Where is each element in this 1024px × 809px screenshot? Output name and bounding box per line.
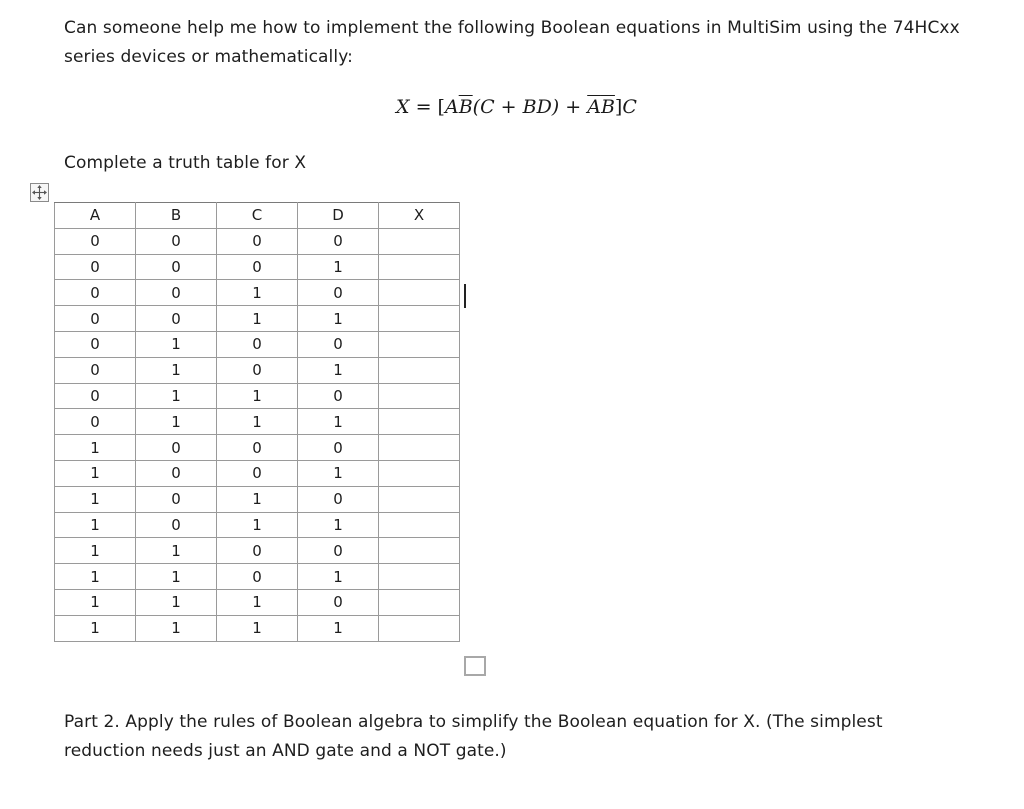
header-c[interactable]: C (217, 203, 298, 229)
question-line-2: series devices or mathematically: (64, 47, 353, 67)
cell-a[interactable]: 0 (55, 357, 136, 383)
table-row (55, 512, 460, 538)
cell-d[interactable]: 1 (298, 254, 379, 280)
equation-term2-a-bar: $\overline{A}$ (587, 96, 601, 118)
cell-x[interactable] (379, 460, 460, 486)
table-header-row (55, 203, 460, 229)
cell-d[interactable]: 1 (298, 460, 379, 486)
equation-open-bracket: [ (437, 96, 445, 118)
cell-a[interactable]: 1 (55, 512, 136, 538)
cell-b[interactable]: 1 (136, 538, 217, 564)
part2-text (64, 708, 964, 766)
part2-line-2: reduction needs just an AND gate and a NOT gate.) (64, 741, 507, 761)
cell-c[interactable]: 0 (217, 460, 298, 486)
cell-a[interactable]: 1 (55, 486, 136, 512)
cell-a[interactable]: 1 (55, 460, 136, 486)
table-row (55, 331, 460, 357)
cell-x[interactable] (379, 435, 460, 461)
cell-x[interactable] (379, 615, 460, 641)
cell-a[interactable]: 1 (55, 564, 136, 590)
cell-a[interactable]: 0 (55, 228, 136, 254)
cell-b[interactable]: 1 (136, 564, 217, 590)
table-row (55, 589, 460, 615)
cell-c[interactable]: 1 (217, 280, 298, 306)
table-row (55, 357, 460, 383)
header-b[interactable]: B (136, 203, 217, 229)
boolean-equation (396, 96, 637, 118)
cell-a[interactable]: 0 (55, 383, 136, 409)
cell-x[interactable] (379, 383, 460, 409)
cell-c[interactable]: 0 (217, 564, 298, 590)
cell-d[interactable]: 0 (298, 486, 379, 512)
cell-x[interactable] (379, 280, 460, 306)
cell-d[interactable]: 0 (298, 331, 379, 357)
cell-a[interactable]: 0 (55, 409, 136, 435)
cell-b[interactable]: 1 (136, 331, 217, 357)
cell-c[interactable]: 1 (217, 615, 298, 641)
cell-d[interactable]: 0 (298, 280, 379, 306)
table-body (55, 228, 460, 641)
cell-d[interactable]: 1 (298, 615, 379, 641)
cell-x[interactable] (379, 409, 460, 435)
cell-a[interactable]: 0 (55, 254, 136, 280)
equation-equals: = (409, 96, 438, 118)
cell-a[interactable]: 1 (55, 589, 136, 615)
question-line-1: Can someone help me how to implement the following Boolean equations in MultiSim using the 74HCxx (64, 18, 960, 38)
table-row (55, 383, 460, 409)
table-row (55, 306, 460, 332)
cell-c[interactable]: 0 (217, 228, 298, 254)
cell-a[interactable]: 1 (55, 615, 136, 641)
cell-a[interactable]: 1 (55, 538, 136, 564)
cell-b[interactable]: 1 (136, 357, 217, 383)
table-row (55, 615, 460, 641)
equation-term1-b-bar: $\overline{B}$ (458, 96, 473, 118)
cell-b[interactable]: 0 (136, 460, 217, 486)
text-cursor (464, 284, 466, 308)
cell-b[interactable]: 1 (136, 383, 217, 409)
question-text (64, 14, 984, 72)
cell-d[interactable]: 1 (298, 512, 379, 538)
cell-x[interactable] (379, 254, 460, 280)
cell-c[interactable]: 1 (217, 409, 298, 435)
cell-d[interactable]: 0 (298, 589, 379, 615)
table-row (55, 564, 460, 590)
cell-b[interactable]: 1 (136, 589, 217, 615)
equation-term1-a: A (444, 96, 459, 118)
cell-a[interactable]: 0 (55, 331, 136, 357)
cell-b[interactable]: 0 (136, 512, 217, 538)
cell-d[interactable]: 1 (298, 306, 379, 332)
cell-d[interactable]: 0 (298, 383, 379, 409)
cell-x[interactable] (379, 589, 460, 615)
cell-c[interactable]: 1 (217, 306, 298, 332)
cell-d[interactable]: 1 (298, 564, 379, 590)
cell-b[interactable]: 1 (136, 409, 217, 435)
cell-d[interactable]: 1 (298, 357, 379, 383)
cell-c[interactable]: 1 (217, 486, 298, 512)
cell-b[interactable]: 0 (136, 280, 217, 306)
table-row (55, 486, 460, 512)
cell-b[interactable]: 1 (136, 615, 217, 641)
cell-x[interactable] (379, 357, 460, 383)
header-x[interactable]: X (379, 203, 460, 229)
equation-term2-b-bar: $\overline{B}$ (600, 96, 615, 118)
cell-d[interactable]: 0 (298, 435, 379, 461)
cell-x[interactable] (379, 512, 460, 538)
cell-c[interactable]: 0 (217, 538, 298, 564)
cell-x[interactable] (379, 486, 460, 512)
truth-table (54, 202, 460, 642)
table-move-handle-icon[interactable] (30, 183, 49, 202)
truth-table-heading: Complete a truth table for X (64, 153, 307, 173)
cell-c[interactable]: 1 (217, 512, 298, 538)
cell-x[interactable] (379, 564, 460, 590)
cell-c[interactable]: 0 (217, 357, 298, 383)
cell-a[interactable]: 1 (55, 435, 136, 461)
header-a[interactable]: A (55, 203, 136, 229)
cell-c[interactable]: 1 (217, 383, 298, 409)
table-resize-handle[interactable] (464, 656, 486, 676)
cell-x[interactable] (379, 228, 460, 254)
cell-d[interactable]: 0 (298, 228, 379, 254)
cell-c[interactable]: 1 (217, 589, 298, 615)
cell-b[interactable]: 0 (136, 228, 217, 254)
cell-d[interactable]: 1 (298, 409, 379, 435)
table-row (55, 409, 460, 435)
cell-b[interactable]: 0 (136, 486, 217, 512)
table-row (55, 228, 460, 254)
table-row (55, 280, 460, 306)
table-row (55, 254, 460, 280)
cell-a[interactable]: 0 (55, 306, 136, 332)
equation-lhs: X (396, 96, 410, 118)
cell-c[interactable]: 0 (217, 254, 298, 280)
cell-b[interactable]: 0 (136, 306, 217, 332)
cell-b[interactable]: 0 (136, 254, 217, 280)
cell-a[interactable]: 0 (55, 280, 136, 306)
cell-b[interactable]: 0 (136, 435, 217, 461)
table-row (55, 538, 460, 564)
header-d[interactable]: D (298, 203, 379, 229)
cell-d[interactable]: 0 (298, 538, 379, 564)
table-row (55, 435, 460, 461)
cell-c[interactable]: 0 (217, 435, 298, 461)
cell-c[interactable]: 0 (217, 331, 298, 357)
equation-close-bracket: ] (614, 96, 623, 118)
cell-x[interactable] (379, 538, 460, 564)
table-row (55, 460, 460, 486)
equation-tail: C (622, 96, 637, 118)
equation-term1-rest: (C + BD) + (472, 96, 588, 118)
part2-line-1: Part 2. Apply the rules of Boolean algebra to simplify the Boolean equation for X. (The simplest (64, 712, 883, 732)
cell-x[interactable] (379, 306, 460, 332)
cell-x[interactable] (379, 331, 460, 357)
